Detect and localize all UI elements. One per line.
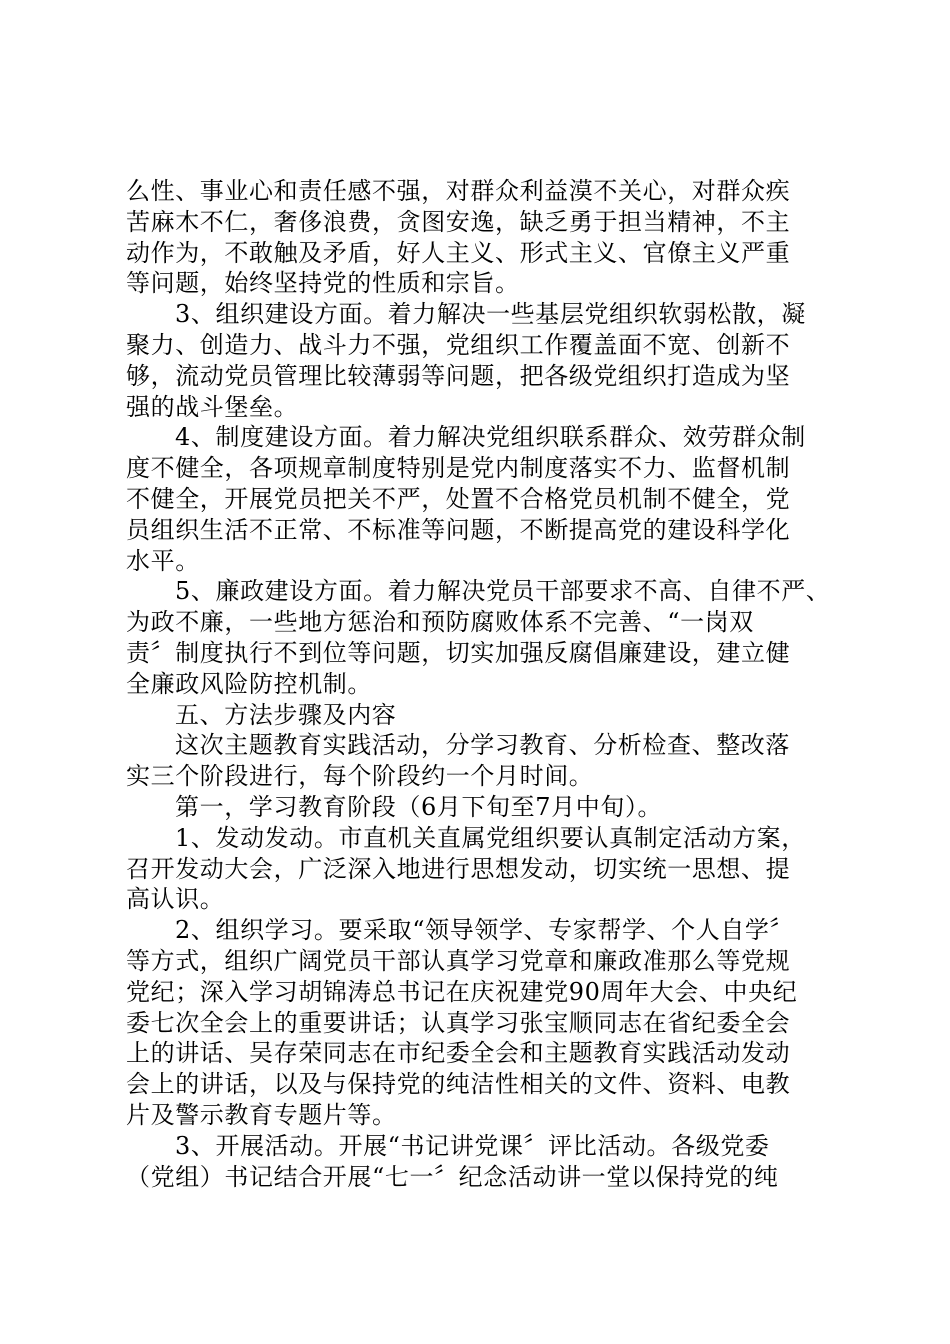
text-line: 高认识。: [126, 885, 225, 914]
text-line: 3、组织建设方面。着力解决一些基层党组织软弱松散，凝: [175, 300, 806, 329]
text-line: 5、廉政建设方面。着力解决党员干部要求不高、自律不严、: [175, 577, 831, 606]
text-line: 3、开展活动。开展“书记讲党课〞评比活动。各级党委: [175, 1131, 770, 1160]
text-line: 1、发动发动。市直机关直属党组织要认真制定活动方案，: [175, 823, 806, 852]
text-line: 苦麻木不仁，奢侈浪费，贪图安逸，缺乏勇于担当精神，不主: [126, 207, 791, 236]
text-line: 2、组织学习。要采取“领导领学、专家帮学、个人自学〞: [175, 916, 795, 945]
text-line: 水平。: [126, 546, 200, 575]
text-line: 五、方法步骤及内容: [175, 700, 397, 729]
text-line: 够，流动党员管理比较薄弱等问题，把各级党组织打造成为坚: [126, 361, 791, 390]
text-line: 实三个阶段进行，每个阶段约一个月时间。: [126, 762, 594, 791]
text-line: 动作为，不敢触及矛盾，好人主义、形式主义、官僚主义严重: [126, 238, 791, 267]
text-line: 第一，学习教育阶段（6月下旬至7月中旬）。: [175, 792, 663, 821]
text-line: 会上的讲话，以及与保持党的纯洁性相关的文件、资料、电教: [126, 1070, 791, 1099]
text-line: 等问题，始终坚持党的性质和宗旨。: [126, 269, 520, 298]
text-line: 不健全，开展党员把关不严，处置不合格党员机制不健全，党: [126, 484, 791, 513]
text-line: 全廉政风险防控机制。: [126, 669, 372, 698]
text-line: 为政不廉，一些地方惩治和预防腐败体系不完善、“一岗双: [126, 608, 754, 637]
text-line: 强的战斗堡垒。: [126, 392, 299, 421]
text-line: 片及警示教育专题片等。: [126, 1100, 397, 1129]
text-line: 召开发动大会，广泛深入地进行思想发动，切实统一思想、提: [126, 854, 791, 883]
text-line: 委七次全会上的重要讲话；认真学习张宝顺同志在省纪委全会: [126, 1008, 791, 1037]
text-line: 么性、事业心和责任感不强，对群众利益漠不关心，对群众疾: [126, 177, 791, 205]
text-line: （党组）书记结合开展“七一〞纪念活动讲一堂以保持党的纯: [126, 1162, 779, 1191]
text-line: 这次主题教育实践活动，分学习教育、分析检查、整改落: [175, 731, 790, 760]
document-body-text: [126, 176, 831, 1192]
text-line: 等方式，组织广阔党员干部认真学习党章和廉政准那么等党规: [126, 946, 791, 975]
text-line: 党纪；深入学习胡锦涛总书记在庆祝建党90周年大会、中央纪: [126, 977, 798, 1006]
text-line: 员组织生活不正常、不标准等问题，不断提高党的建设科学化: [126, 515, 791, 544]
text-line: 度不健全，各项规章制度特别是党内制度落实不力、监督机制: [126, 454, 791, 483]
text-line: 4、制度建设方面。着力解决党组织联系群众、效劳群众制: [175, 423, 806, 452]
text-line: 聚力、创造力、战斗力不强，党组织工作覆盖面不宽、创新不: [126, 330, 791, 359]
text-line: 责〞制度执行不到位等问题，切实加强反腐倡廉建设，建立健: [126, 638, 791, 667]
text-line: 上的讲话、吴存荣同志在市纪委全会和主题教育实践活动发动: [126, 1039, 791, 1068]
